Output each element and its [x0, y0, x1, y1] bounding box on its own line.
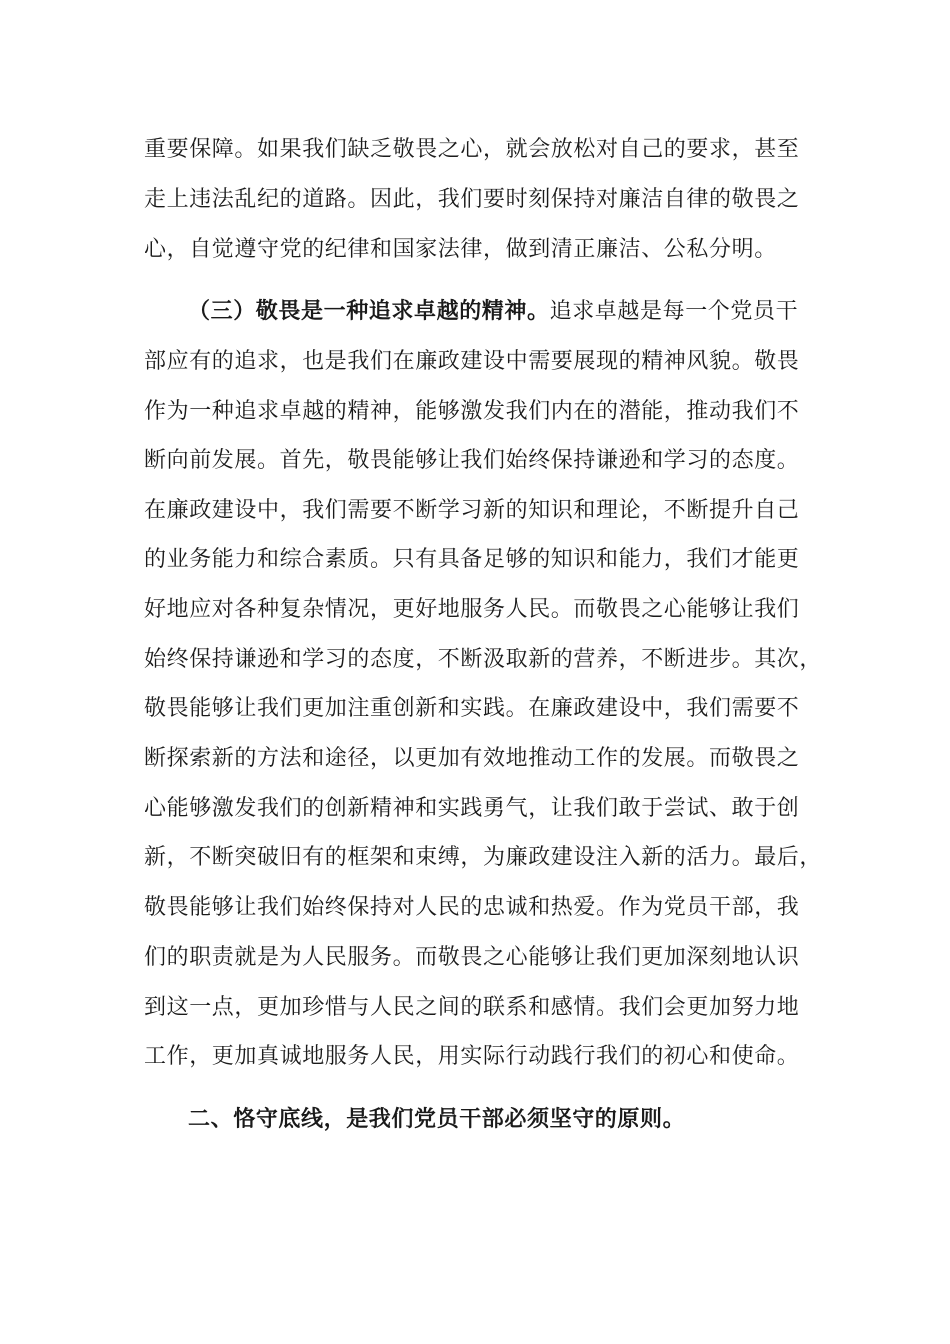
paragraph-line: 敬畏能够让我们始终保持对人民的忠诚和热爱。作为党员干部，我 [144, 895, 800, 920]
subsection-heading: （三）敬畏是一种追求卓越的精神。 [188, 299, 550, 324]
paragraph-line: 部应有的追求，也是我们在廉政建设中需要展现的精神风貌。敬畏 [144, 349, 800, 374]
paragraph-line: 心，自觉遵守党的纪律和国家法律，做到清正廉洁、公私分明。 [144, 237, 777, 262]
paragraph-line: 在廉政建设中，我们需要不断学习新的知识和理论，不断提升自己 [144, 498, 800, 523]
subsection-first-line [188, 297, 798, 327]
paragraph-line: 的业务能力和综合素质。只有具备足够的知识和能力，我们才能更 [144, 547, 800, 572]
paragraph-line: 敬畏能够让我们更加注重创新和实践。在廉政建设中，我们需要不 [144, 696, 800, 721]
paragraph-line: 始终保持谦逊和学习的态度，不断汲取新的营养，不断进步。其次， [144, 647, 823, 672]
paragraph-line: 走上违法乱纪的道路。因此，我们要时刻保持对廉洁自律的敬畏之 [144, 187, 800, 212]
paragraph-line: 们的职责就是为人民服务。而敬畏之心能够让我们更加深刻地认识 [144, 945, 800, 970]
paragraph-line: 新，不断突破旧有的框架和束缚，为廉政建设注入新的活力。最后， [144, 845, 823, 870]
paragraph-line: 工作，更加真诚地服务人民，用实际行动践行我们的初心和使命。 [144, 1044, 800, 1069]
paragraph-line: 重要保障。如果我们缺乏敬畏之心，就会放松对自己的要求，甚至 [144, 137, 800, 162]
paragraph-text: 追求卓越是每一个党员干 [549, 299, 799, 324]
paragraph-line: 好地应对各种复杂情况，更好地服务人民。而敬畏之心能够让我们 [144, 597, 800, 622]
paragraph-line: 心能够激发我们的创新精神和实践勇气，让我们敢于尝试、敢于创 [144, 796, 800, 821]
paragraph-line: 断探索新的方法和途径，以更加有效地推动工作的发展。而敬畏之 [144, 746, 800, 771]
paragraph-line: 断向前发展。首先，敬畏能够让我们始终保持谦逊和学习的态度。 [144, 448, 800, 473]
paragraph-line: 到这一点，更加珍惜与人民之间的联系和感情。我们会更加努力地 [144, 995, 800, 1020]
paragraph-line: 作为一种追求卓越的精神，能够激发我们内在的潜能，推动我们不 [144, 399, 800, 424]
section-heading: 二、恪守底线，是我们党员干部必须坚守的原则。 [188, 1107, 686, 1132]
